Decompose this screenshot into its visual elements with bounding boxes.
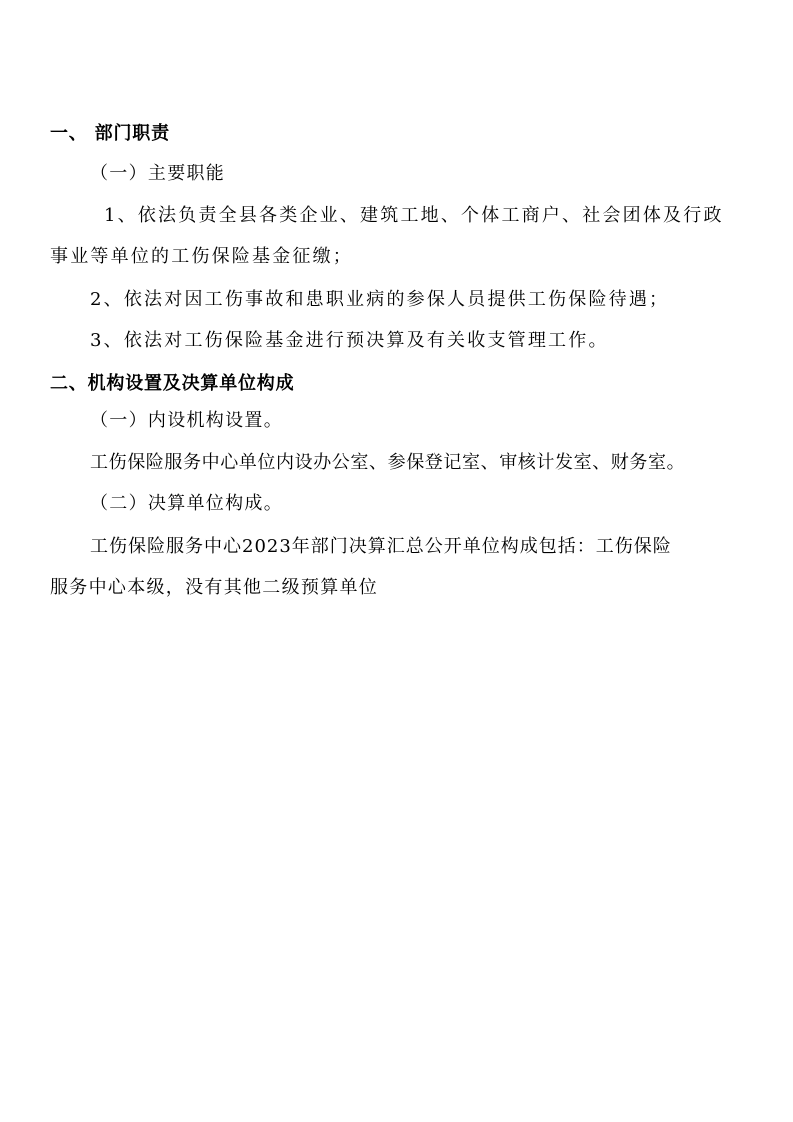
internal-structure-text: 工伤保险服务中心单位内设办公室、参保登记室、审核计发室、财务室。 — [90, 452, 686, 473]
duty-item-1-line-2: 事业等单位的工伤保险基金征缴； — [50, 246, 353, 267]
budget-units-line-1: 工伤保险服务中心2023年部门决算汇总公开单位构成包括：工伤保险 — [90, 536, 672, 557]
budget-units-line-2: 服务中心本级，没有其他二级预算单位 — [50, 577, 379, 598]
subheading-internal-structure: （一）内设机构设置。 — [90, 410, 283, 431]
duty-item-2: 2、依法对因工伤事故和患职业病的参保人员提供工伤保险待遇； — [90, 289, 670, 310]
duty-item-1-line-1: 1、依法负责全县各类企业、建筑工地、个体工商户、社会团体及行政 — [104, 205, 724, 226]
duty-item-3: 3、依法对工伤保险基金进行预决算及有关收支管理工作。 — [90, 330, 609, 351]
section-heading-department-duties: 一、 部门职责 — [50, 123, 170, 144]
subheading-main-functions: （一）主要职能 — [90, 163, 226, 184]
section-heading-organization: 二、机构设置及决算单位构成 — [50, 373, 295, 394]
subheading-budget-units: （二）决算单位构成。 — [90, 493, 283, 514]
